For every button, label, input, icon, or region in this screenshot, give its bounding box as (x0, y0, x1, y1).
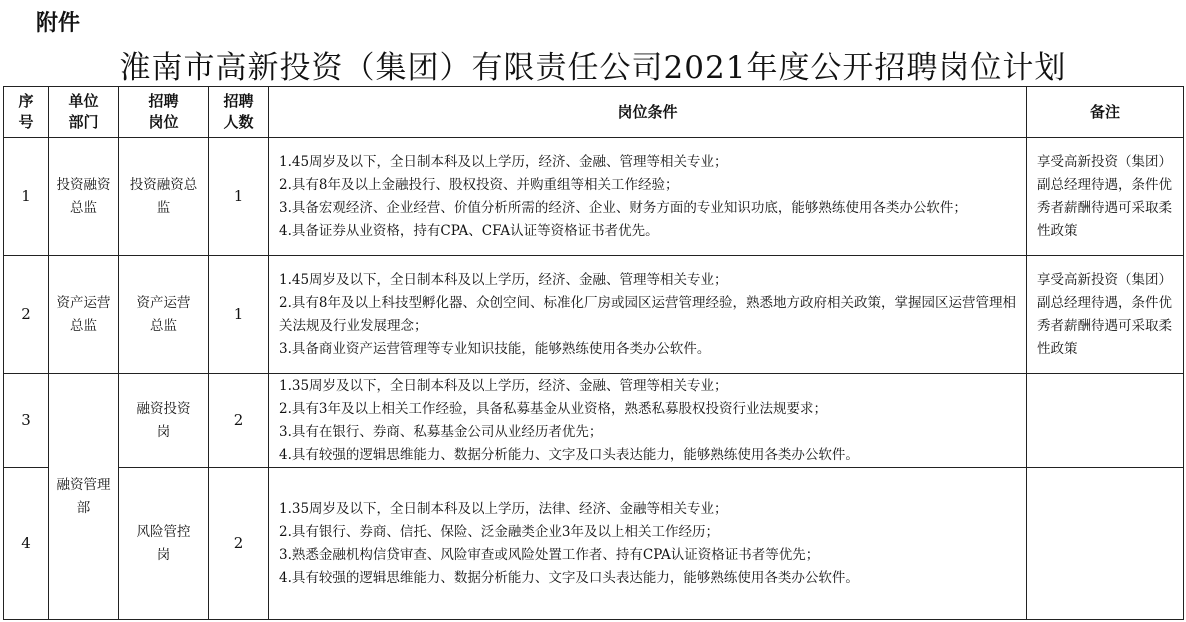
row-count: 2 (209, 468, 269, 620)
row-remarks: 享受高新投资（集团）副总经理待遇，条件优秀者薪酬待遇可采取柔性政策 (1027, 138, 1184, 256)
header-position: 招聘 岗位 (119, 87, 209, 138)
page-title: 淮南市高新投资（集团）有限责任公司2021年度公开招聘岗位计划 (119, 50, 1067, 86)
header-conditions: 岗位条件 (269, 87, 1027, 138)
condition-item: 4.具有较强的逻辑思维能力、数据分析能力、文字及口头表达能力，能够熟练使用各类办公软件。 (279, 446, 859, 463)
condition-item: 1.35周岁及以下，全日制本科及以上学历，法律、经济、金融等相关专业； (279, 500, 728, 517)
header-count: 招聘 人数 (209, 87, 269, 138)
condition-item: 1.35周岁及以下，全日制本科及以上学历，经济、金融、管理等相关专业； (279, 377, 728, 394)
condition-item: 2.具有8年及以上金融投行、股权投资、并购重组等相关工作经验； (279, 176, 679, 193)
condition-item: 4.具有较强的逻辑思维能力、数据分析能力、文字及口头表达能力，能够熟练使用各类办公软件。 (279, 569, 859, 586)
table-row (4, 468, 1184, 620)
row-remarks (1027, 468, 1184, 620)
condition-item: 2.具有8年及以上科技型孵化器、众创空间、标准化厂房或园区运营管理经验，熟悉地方政府相关政策，掌握园区运营管理相关法规及行业发展理念； (279, 294, 1016, 334)
header-seq: 序 号 (4, 87, 49, 138)
row-conditions (269, 468, 1027, 620)
recruitment-table (3, 86, 1184, 620)
condition-item: 2.具有3年及以上相关工作经验，具备私募基金从业资格，熟悉私募股权投资行业法规要求； (279, 400, 827, 417)
row-seq: 3 (4, 374, 49, 468)
row-position: 资产运营总监 (119, 256, 209, 374)
row-seq: 1 (4, 138, 49, 256)
row-unit: 投资融资总监 (49, 138, 119, 256)
attachment-label: 附件 (36, 11, 81, 36)
row-position: 风险管控岗 (119, 468, 209, 620)
condition-item: 3.具有在银行、券商、私募基金公司从业经历者优先； (279, 423, 603, 440)
row-seq: 2 (4, 256, 49, 374)
row-remarks: 享受高新投资（集团）副总经理待遇，条件优秀者薪酬待遇可采取柔性政策 (1027, 256, 1184, 374)
condition-item: 4.具备证券从业资格，持有CPA、CFA认证等资格证书者优先。 (279, 222, 659, 239)
row-unit: 融资管理部 (49, 374, 119, 620)
row-conditions (269, 374, 1027, 468)
header-unit: 单位 部门 (49, 87, 119, 138)
row-position: 投资融资总监 (119, 138, 209, 256)
row-unit: 资产运营总监 (49, 256, 119, 374)
table-header-row (4, 87, 1184, 138)
condition-item: 1.45周岁及以下，全日制本科及以上学历，经济、金融、管理等相关专业； (279, 153, 728, 170)
row-count: 1 (209, 256, 269, 374)
condition-item: 3.熟悉金融机构信贷审查、风险审查或风险处置工作者、持有CPA认证资格证书者等优先； (279, 546, 820, 563)
condition-item: 2.具有银行、券商、信托、保险、泛金融类企业3年及以上相关工作经历； (279, 523, 719, 540)
row-seq: 4 (4, 468, 49, 620)
table-row (4, 374, 1184, 468)
condition-item: 3.具备商业资产运营管理等专业知识技能，能够熟练使用各类办公软件。 (279, 340, 711, 357)
row-count: 2 (209, 374, 269, 468)
row-conditions (269, 138, 1027, 256)
table-row (4, 256, 1184, 374)
row-count: 1 (209, 138, 269, 256)
row-position: 融资投资岗 (119, 374, 209, 468)
header-remarks: 备注 (1027, 87, 1184, 138)
condition-item: 3.具备宏观经济、企业经营、价值分析所需的经济、企业、财务方面的专业知识功底，能够熟练使用各类办公软件； (279, 199, 967, 216)
row-remarks (1027, 374, 1184, 468)
table-row (4, 138, 1184, 256)
condition-item: 1.45周岁及以下，全日制本科及以上学历，经济、金融、管理等相关专业； (279, 271, 728, 288)
row-conditions (269, 256, 1027, 374)
